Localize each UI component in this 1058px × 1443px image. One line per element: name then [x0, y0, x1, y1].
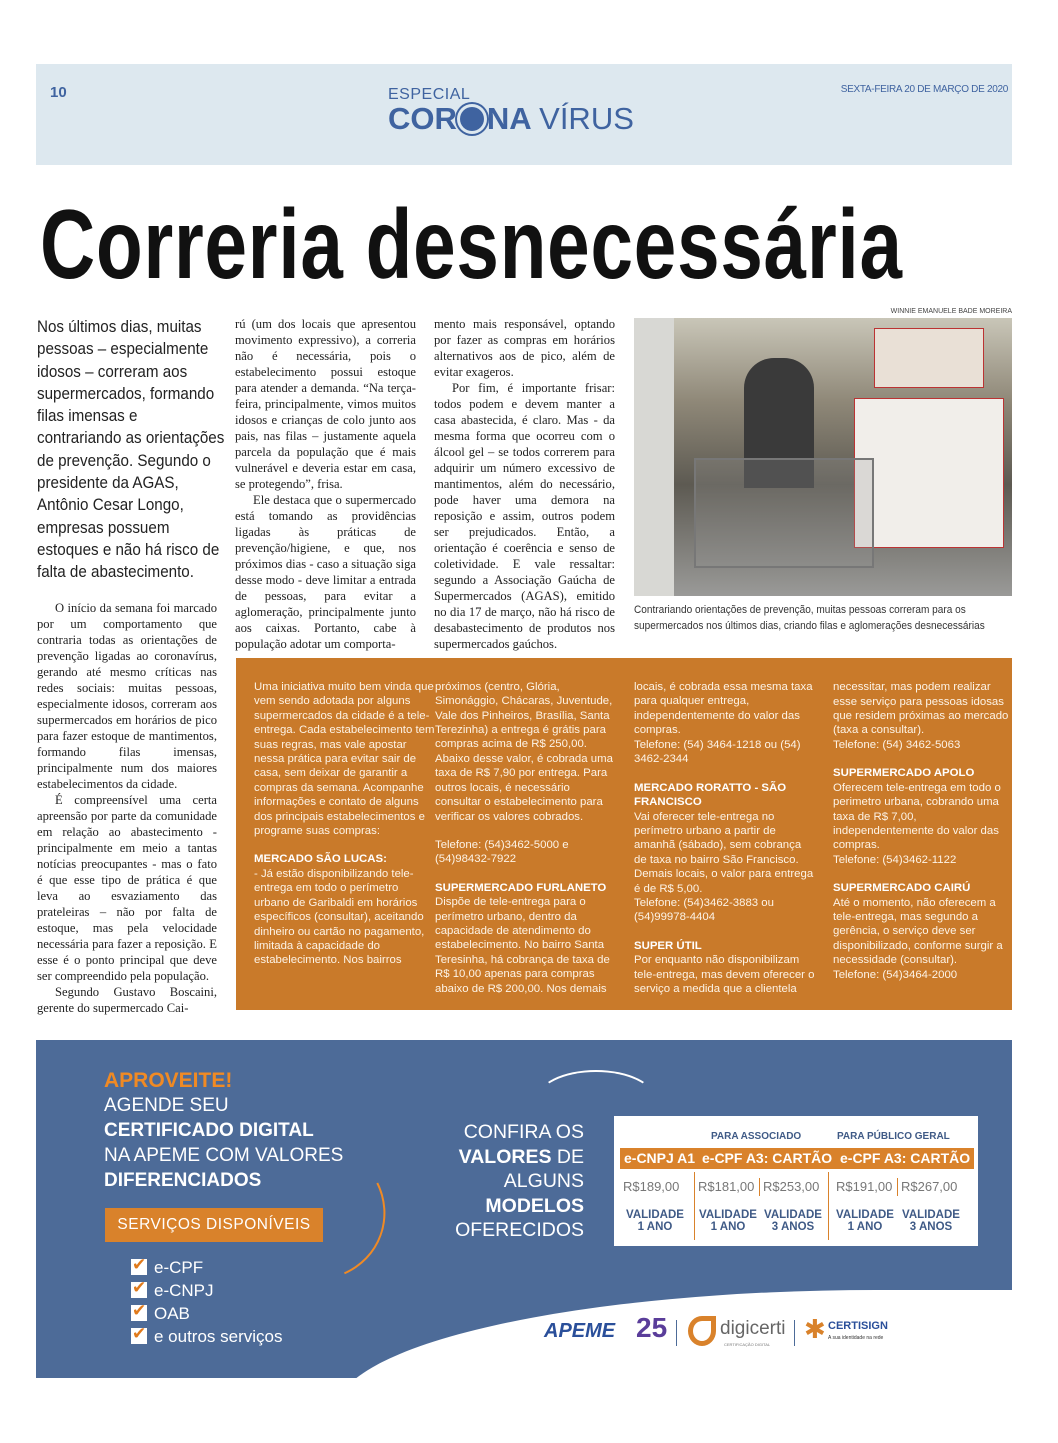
store-heading: SUPER ÚTIL [634, 939, 702, 952]
store-text-continued [435, 680, 617, 838]
validity: 3 ANOS [909, 1221, 953, 1233]
store-phone: Telefone: (54) 3462-5063 [833, 739, 961, 751]
product-tag: e-CPF A3: CARTÃO [836, 1148, 974, 1169]
ad-line: AGENDE SEU [104, 1095, 229, 1116]
service-label: e outros serviços [154, 1327, 283, 1346]
service-label: e-CNPJ [154, 1281, 214, 1300]
validity: 3 ANOS [771, 1221, 815, 1233]
certisign-logo: CERTISIGN [828, 1320, 888, 1332]
section-logo [388, 86, 634, 134]
box-intro: Uma iniciativa muito bem vinda que vem sendo adotada por alguns supermercados da cidade é a tele-entrega. Cada estabelecimento tem suas regras, mas vale apostar nessa prática para evitar sair de casa, sem deixar de garantir a compras da semana. Acompanhe informações e contato de alguns dos principais estabelecimentos e programe suas compras: [254, 681, 435, 838]
table-header: PARA PÚBLICO GERAL [837, 1131, 950, 1142]
paragraph: Por fim, é importante frisar: todos podem e devem manter a casa abastecida, é claro. Mas - da mesma forma que ocorreu com o álcool gel – se todos correrem para adquirir um número excessivo de mantimentos, além do necessário, pode haver uma demora na reposição e assim, outros podem ser prejudicados. Então, a orientação é coerência e senso de coletividade. E vale ressaltar: segundo a Associação Gaúcha de Supermercados (AGAS), emitido no dia 17 de março, não há risco de desabastecimento de produtos nos supermercados gaúchos. [434, 381, 615, 651]
digicerti-icon [688, 1316, 716, 1346]
paragraph: Ele destaca que o supermercado está tomando as providências ligadas às práticas de prevenção/higiene, e que, nos próximos dias - caso a situação siga desse modo - deve limitar a entrada de pessoas, para evitar a aglomeração, principalmente junto aos caixas. Portanto, cabe à população adotar um comporta- [235, 493, 416, 651]
ad-line: VALORES [458, 1145, 552, 1168]
store-text: - Já estão disponibilizando tele-entrega em todo o perímetro urbano de Garibaldi em horários específicos (consultar), aceitando dinheiro ou cartão no pagamento, limitada à capacidade do estabelecimento. Nos bairros [254, 867, 425, 967]
store-phone: Telefone: (54)3462-3883 ou (54)99978-4404 [634, 897, 774, 924]
logo-part: NA [486, 101, 531, 136]
ad-line: CERTIFICADO DIGITAL [104, 1120, 314, 1141]
validity: VALIDADE [699, 1209, 757, 1221]
ad-line: DIFERENCIADOS [104, 1170, 262, 1191]
ad-line: NA APEME COM VALORES [104, 1145, 344, 1166]
box-column [435, 680, 617, 996]
store-phone: Telefone: (54) 3464-1218 ou (54) 3462-2344 [634, 739, 801, 766]
store-heading: SUPERMERCADO CAIRÚ [833, 882, 971, 895]
headline: Correria desnecessária [40, 189, 903, 299]
article-column-2 [235, 316, 416, 652]
services-list [131, 1256, 283, 1348]
digicerti-logo: digicerti [720, 1318, 786, 1339]
paragraph: É compreensível uma certa apreensão por parte da comunidade em relação ao abastecimento - principalmente em meio a tantas notícias preocupantes - mas o fato é que esse tipo de prática é que leva ao esvaziamento das prateleiras – não por falta de estoque, mas pela velocidade necessária para fazer a reposição. E esse é o ponto principal que deve ser compreendido pela população. [37, 793, 217, 983]
ad-kicker: APROVEITE! [104, 1069, 233, 1092]
price: R$189,00 [623, 1179, 680, 1194]
ad-line: MODELOS [485, 1194, 584, 1217]
store-text: Vai oferecer tele-entrega no perímetro urbano a partir de amanhã (sábado), sem cobrança de taxa no bairro São Francisco. Demais locais, o valor para entrega é de R$ 5,00. [634, 810, 814, 895]
service-item [131, 1325, 283, 1348]
article-column-1 [37, 600, 217, 1016]
store-text: necessitar, mas podem realizar esse serviço para pessoas idosas que residem próximas ao mercado (taxa a consultar). [833, 681, 1009, 737]
price-table [614, 1116, 978, 1246]
validity: VALIDADE [626, 1209, 684, 1221]
store-phone: Telefone: (54)3464-2000 [833, 968, 958, 981]
delivery-info-box [236, 658, 1012, 1010]
ad-line: DE [556, 1145, 584, 1168]
store-heading: SUPERMERCADO FURLANETO [435, 881, 607, 894]
checkbox-icon [131, 1305, 147, 1321]
store-text: Oferecem tele-entrega em todo o perimetro urbana, cobrando uma taxa de R$ 7,00, independentemente do valor das compras. [833, 781, 1001, 852]
photo-credit: WINNIE EMANUELE BADE MOREIRA [890, 308, 1012, 315]
ad-line: ALGUNS [503, 1170, 584, 1192]
box-column [254, 680, 436, 967]
store-text-continued [634, 680, 816, 738]
paragraph: O início da semana foi marcado por um comportamento que contraria todas as orientações de prevenção ligadas ao coronavírus, gerando até mesmo críticas nas redes sociais: muitas pessoas, especialmente idosos, correram aos supermercados em horários de pico para fazer estoque de mantimentos, formando filas imensas, principalmente num dos maiores estabelecimentos da cidade. [37, 601, 217, 791]
price: R$253,00 [763, 1179, 820, 1194]
page-number: 10 [50, 84, 67, 101]
ad-line: CONFIRA OS [463, 1121, 584, 1143]
checkbox-icon [131, 1259, 147, 1275]
validity: VALIDADE [764, 1209, 822, 1221]
store-text: Dispõe de tele-entrega para o perímetro urbano, dentro da capacidade de atendimento do estabelecimento. No bairro Santa Teresinha, há cobrança de taxa de R$ 10,00 apenas para compras abaixo de R$ 200,00. Nos demais [435, 896, 610, 995]
paragraph: Segundo Gustavo Boscaini, gerente do supermercado Cai- [37, 985, 217, 1015]
service-item [131, 1256, 283, 1279]
services-button[interactable]: SERVIÇOS DISPONÍVEIS [105, 1208, 323, 1242]
service-item [131, 1302, 283, 1325]
product-tag: e-CPF A3: CARTÃO [698, 1148, 836, 1169]
price: R$191,00 [836, 1179, 893, 1194]
service-item [131, 1279, 283, 1302]
store-text: locais, é cobrada essa mesma taxa para qualquer entrega, independentemente do valor das compras. [634, 680, 813, 737]
apeme-advertisement [36, 1040, 1012, 1378]
apeme-25-logo: 25 [636, 1312, 668, 1343]
paragraph: rú (um dos locais que apresentou movimento expressivo), a correria não é necessária, pois o estabelecimento possui estoque para atender a demanda. “Na terça-feira, principalmente, vimos muitos idosos e crianças de colo junto aos pais, nas filas – justamente aquela parcela da população que é mais vulnerável e deveria estar em casa, se protegendo”, frisa. [235, 317, 416, 491]
checkbox-icon [131, 1328, 147, 1344]
store-phone: Telefone: (54)3462-5000 e (54)98432-7922 [435, 839, 569, 866]
sponsor-logos [536, 1310, 896, 1360]
store-text: Até o momento, não oferecem a tele-entrega, mas segundo a gerência, o serviço deve ser disponibilizado, conforme surgir a necessidade (consultar). [833, 896, 1003, 967]
table-header: PARA ASSOCIADO [711, 1131, 802, 1142]
store-text: Por enquanto não disponibilizam tele-entrega, mas devem oferecer o serviço a medida que a clientela [634, 954, 815, 996]
photo-caption: Contrariando orientações de prevenção, muitas pessoas correram para os supermercados nos últimos dias, criando filas e aglomerações desnecessárias [634, 604, 985, 632]
digicerti-tagline: CERTIFICAÇÃO DIGITAL [724, 1342, 771, 1347]
validity: VALIDADE [836, 1209, 894, 1221]
confira-text [436, 1120, 584, 1243]
price: R$181,00 [698, 1179, 755, 1194]
service-label: OAB [154, 1304, 190, 1323]
article-column-3 [434, 316, 615, 652]
service-label: e-CPF [154, 1258, 204, 1277]
logo-part: VÍRUS [539, 101, 634, 136]
store-phone: Telefone: (54)3462-1122 [833, 853, 957, 866]
validity: 1 ANO [847, 1221, 883, 1233]
apeme-logo: APEME [544, 1320, 616, 1342]
store-heading: SUPERMERCADO APOLO [833, 767, 975, 780]
section-kicker: ESPECIAL [388, 86, 471, 103]
lead-paragraph: Nos últimos dias, muitas pessoas – especialmente idosos – correram aos supermercados, formando filas imensas e contrariando as orientações de prevenção. Segundo o presidente da AGAS, Antônio Cesar Longo, empresas possuem estoques e não há risco de falta de abastecimento. [37, 318, 225, 582]
section-header [36, 64, 1012, 165]
logo-part: COR [388, 101, 457, 136]
product-tag: e-CNPJ A1 [620, 1148, 699, 1169]
checkbox-icon [131, 1282, 147, 1298]
validity: VALIDADE [902, 1209, 960, 1221]
certisign-icon: ✱ [804, 1314, 826, 1344]
store-text-continued [833, 680, 1015, 738]
box-column [833, 680, 1015, 982]
box-column [634, 680, 816, 996]
validity: 1 ANO [637, 1221, 673, 1233]
paragraph: mento mais responsável, optando por fazer as compras em horários alternativos aos de pico, além de evitar exageros. [434, 317, 615, 379]
ad-line: OFERECIDOS [455, 1219, 584, 1241]
store-text: próximos (centro, Glória, Simonággio, Chácaras, Juventude, Vale dos Pinheiros, Brasília, Santa Terezinha) a entrega é grátis para compras acima de R$ 250,00. Abaixo desse valor, é cobrada uma taxa de R$ 7,90 por entrega. Para outros locais, é necessário consultar o estabelecimento para verificar os valores cobrados. [435, 680, 613, 823]
store-heading: MERCADO RORATTO - SÃO FRANCISCO [634, 781, 787, 809]
certisign-tagline: A sua identidade na rede [828, 1335, 884, 1341]
supermarket-photo [634, 318, 1012, 596]
validity: 1 ANO [710, 1221, 746, 1233]
virus-icon [460, 107, 484, 131]
issue-date: SEXTA-FEIRA 20 DE MARÇO DE 2020 [840, 84, 1008, 95]
price: R$267,00 [901, 1179, 958, 1194]
store-heading: MERCADO SÃO LUCAS: [254, 853, 387, 866]
